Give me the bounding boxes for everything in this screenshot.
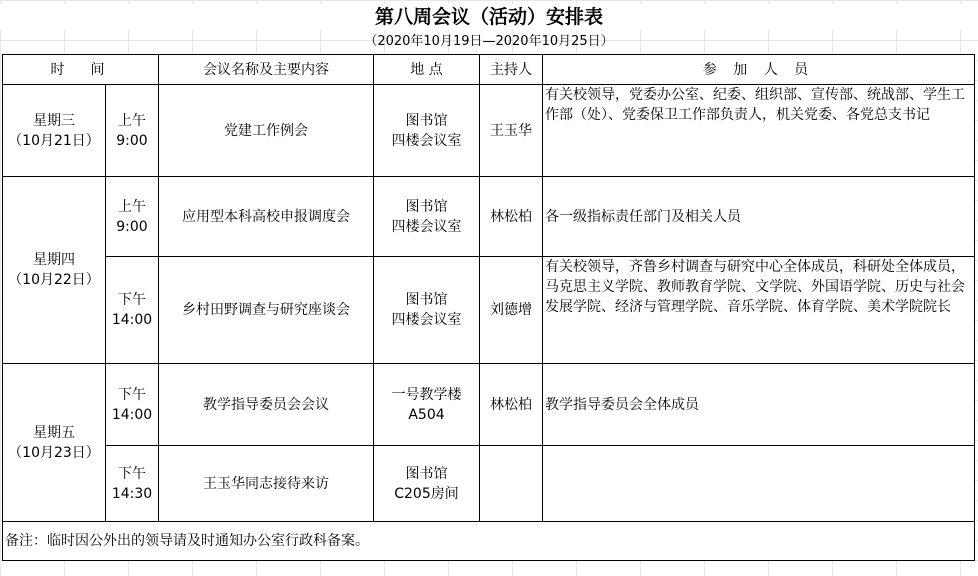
period-label: 下午	[118, 292, 146, 308]
host-cell: 王玉华	[480, 85, 543, 177]
period-label: 下午	[118, 386, 146, 403]
table-row	[3, 177, 975, 257]
period-label: 下午	[118, 465, 146, 482]
note-text: 备注：临时因公外出的领导请及时通知办公室行政科备案。	[3, 522, 975, 561]
time-cell	[106, 177, 159, 257]
date-label: （10月22日）	[8, 272, 100, 288]
place-room: C205房间	[394, 485, 459, 502]
time-label: 14:00	[111, 312, 153, 328]
host-cell: 林松柏	[480, 364, 543, 446]
day-cell	[3, 364, 106, 522]
place-cell	[374, 364, 480, 446]
date-range: （2020年10月19日—2020年10月25日）	[364, 34, 614, 49]
table-row	[3, 364, 975, 446]
attendees-cell: 各一级指标责任部门及相关人员	[543, 177, 975, 257]
time-label: 9:00	[116, 132, 148, 149]
attendees-cell: 教学指导委员会全体成员	[543, 364, 975, 446]
time-label: 14:00	[111, 406, 153, 423]
meeting-name: 教学指导委员会会议	[159, 364, 374, 446]
time-cell	[106, 257, 159, 364]
day-label: 星期五	[33, 424, 75, 441]
place-building: 一号教学楼	[391, 386, 462, 403]
host-cell: 刘德增	[480, 257, 543, 364]
time-label: 9:00	[116, 218, 148, 235]
time-label: 14:30	[111, 485, 153, 502]
col-header-name: 会议名称及主要内容	[159, 55, 374, 85]
col-header-time: 时 间	[3, 55, 159, 85]
place-building: 图书馆	[405, 198, 448, 215]
attendees-cell: 有关校领导，齐鲁乡村调查与研究中心全体成员，科研处全体成员，马克思主义学院、教师教育学院、文学院、外国语学院、历史与社会发展学院、经济与管理学院、音乐学院、体育学院、美术学院院长	[543, 257, 975, 364]
place-room: A504	[408, 406, 445, 423]
day-cell	[3, 177, 106, 364]
host-cell	[480, 446, 543, 522]
place-building: 图书馆	[405, 292, 448, 308]
col-header-host: 主持人	[480, 55, 543, 85]
date-label: （10月21日）	[8, 132, 100, 149]
place-room: 四楼会议室	[391, 218, 462, 235]
time-cell	[106, 446, 159, 522]
page-title: 第八周会议（活动）安排表	[0, 4, 978, 30]
host-cell: 林松柏	[480, 177, 543, 257]
table-row	[3, 257, 975, 364]
period-label: 上午	[118, 112, 146, 129]
place-building: 图书馆	[405, 112, 448, 129]
place-building: 图书馆	[405, 465, 448, 482]
place-cell	[374, 257, 480, 364]
place-room: 四楼会议室	[391, 312, 462, 328]
date-label: （10月23日）	[8, 444, 100, 461]
col-header-place: 地 点	[374, 55, 480, 85]
day-label: 星期三	[33, 112, 75, 129]
attendees-cell	[543, 446, 975, 522]
meeting-name: 乡村田野调查与研究座谈会	[159, 257, 374, 364]
note-row	[3, 522, 975, 561]
period-label: 上午	[118, 198, 146, 215]
col-header-attendees: 参 加 人 员	[543, 55, 975, 85]
meeting-name: 应用型本科高校申报调度会	[159, 177, 374, 257]
table-row	[3, 446, 975, 522]
meeting-name: 党建工作例会	[159, 85, 374, 177]
table-row	[3, 85, 975, 177]
place-cell	[374, 85, 480, 177]
schedule-table	[2, 54, 975, 561]
meeting-name: 王玉华同志接待来访	[159, 446, 374, 522]
place-cell	[374, 177, 480, 257]
place-room: 四楼会议室	[391, 132, 462, 149]
day-cell	[3, 85, 106, 177]
day-label: 星期四	[33, 252, 75, 268]
header-row	[3, 55, 975, 85]
time-cell	[106, 85, 159, 177]
time-cell	[106, 364, 159, 446]
place-cell	[374, 446, 480, 522]
attendees-cell: 有关校领导，党委办公室、纪委、组织部、宣传部、统战部、学生工作部（处）、党委保卫工作部负责人，机关党委、各党总支书记	[543, 85, 975, 177]
